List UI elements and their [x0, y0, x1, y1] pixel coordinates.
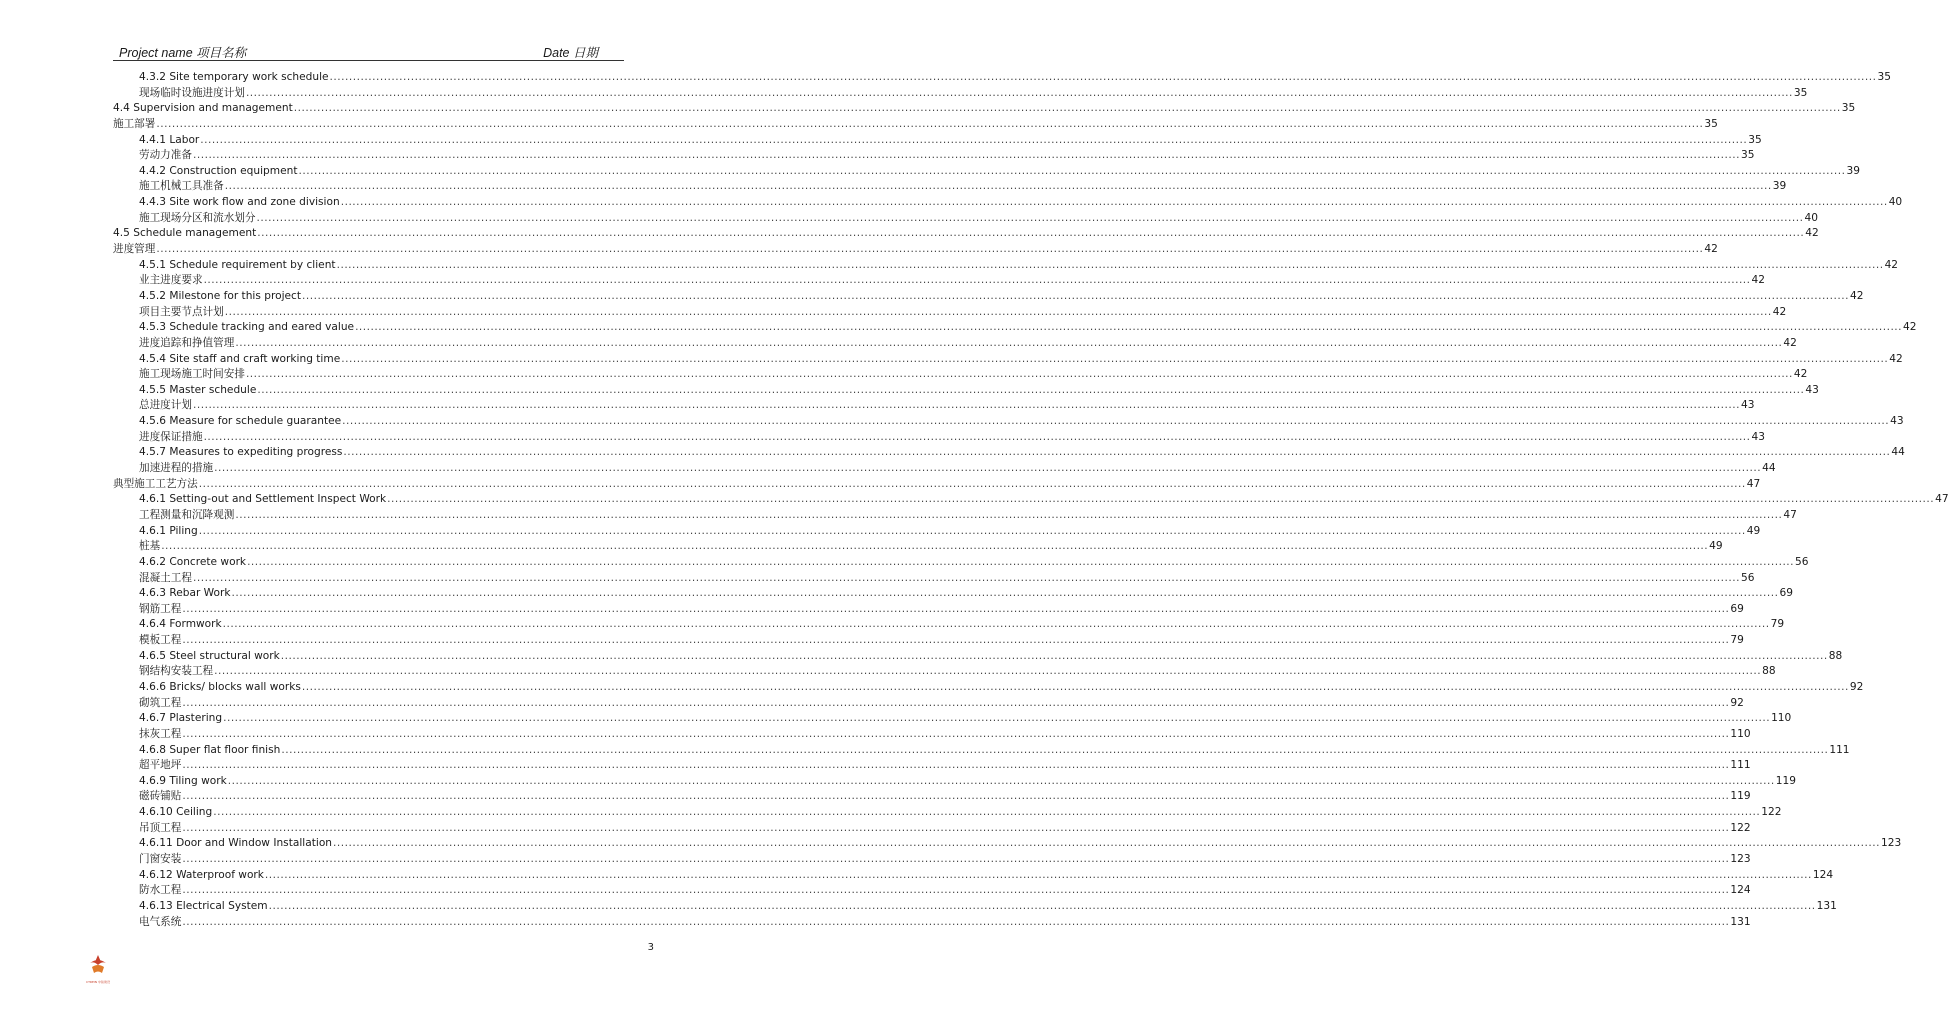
toc-entry-title: 4.6.12 Waterproof work	[139, 868, 264, 881]
toc-entry-title: 施工机械工具准备	[139, 180, 224, 193]
toc-entry-page: 42	[1903, 321, 1917, 334]
toc-entry-title: 劳动力准备	[139, 149, 192, 162]
toc-leader-dots: ................................................................................................................................................................................................................................................................................................................................................................................................................	[333, 837, 1880, 850]
toc-entry-title: 施工现场施工时间安排	[139, 368, 245, 381]
toc-entry[interactable]	[113, 336, 1797, 352]
toc-entry-title: 4.5.6 Measure for schedule guarantee	[139, 415, 342, 428]
toc-leader-dots: ................................................................................................................................................................................................................................................................................................................................................................................................................	[182, 853, 1730, 866]
toc-entry[interactable]	[113, 524, 1761, 540]
page-header	[113, 38, 624, 61]
toc-entry-title: 4.5 Schedule management	[113, 227, 257, 240]
toc-entry-page: 35	[1841, 102, 1856, 115]
toc-leader-dots: ................................................................................................................................................................................................................................................................................................................................................................................................................	[235, 508, 1783, 521]
toc-leader-dots: ................................................................................................................................................................................................................................................................................................................................................................................................................	[264, 868, 1812, 881]
toc-leader-dots: ................................................................................................................................................................................................................................................................................................................................................................................................................	[213, 806, 1761, 819]
toc-entry-page: 40	[1888, 196, 1903, 209]
toc-leader-dots: ................................................................................................................................................................................................................................................................................................................................................................................................................	[192, 571, 1740, 584]
toc-leader-dots: ................................................................................................................................................................................................................................................................................................................................................................................................................	[298, 164, 1846, 177]
toc-entry-page: 47	[1935, 493, 1949, 506]
toc-entry-page: 40	[1804, 211, 1818, 224]
toc-entry-page: 56	[1795, 555, 1809, 568]
toc-entry-page: 110	[1771, 712, 1792, 725]
toc-entry[interactable]	[113, 633, 1744, 649]
toc-leader-dots: ................................................................................................................................................................................................................................................................................................................................................................................................................	[182, 821, 1730, 834]
toc-entry-title: 总进度计划	[139, 399, 192, 412]
toc-entry[interactable]	[113, 868, 1834, 884]
toc-entry[interactable]	[113, 743, 1850, 759]
toc-entry[interactable]	[113, 414, 1904, 430]
toc-entry-page: 111	[1730, 759, 1751, 772]
toc-entry-page: 42	[1793, 368, 1808, 381]
toc-entry[interactable]	[113, 133, 1762, 149]
toc-entry[interactable]	[113, 852, 1751, 868]
toc-leader-dots: ................................................................................................................................................................................................................................................................................................................................................................................................................	[293, 102, 1841, 115]
toc-entry-page: 49	[1746, 524, 1761, 537]
toc-entry[interactable]	[113, 664, 1776, 680]
toc-entry-title: 桩基	[139, 540, 161, 553]
toc-entry[interactable]	[113, 101, 1856, 117]
toc-entry-page: 39	[1772, 180, 1787, 193]
toc-entry-page: 122	[1730, 821, 1751, 834]
toc-entry[interactable]	[113, 164, 1860, 180]
toc-entry[interactable]	[113, 477, 1761, 493]
toc-entry[interactable]	[113, 571, 1755, 587]
toc-entry[interactable]	[113, 758, 1751, 774]
toc-entry[interactable]	[113, 727, 1751, 743]
toc-entry-page: 43	[1890, 415, 1904, 428]
toc-entry-title: 电气系统	[139, 915, 182, 928]
toc-leader-dots: ................................................................................................................................................................................................................................................................................................................................................................................................................	[256, 211, 1804, 224]
toc-leader-dots: ................................................................................................................................................................................................................................................................................................................................................................................................................	[355, 321, 1903, 334]
toc-entry-title: 4.5.1 Schedule requirement by client	[139, 258, 336, 271]
toc-leader-dots: ................................................................................................................................................................................................................................................................................................................................................................................................................	[182, 634, 1730, 647]
toc-entry[interactable]	[113, 226, 1819, 242]
toc-entry-title: 钢结构安装工程	[139, 665, 214, 678]
toc-leader-dots: ................................................................................................................................................................................................................................................................................................................................................................................................................	[247, 555, 1795, 568]
toc-leader-dots: ................................................................................................................................................................................................................................................................................................................................................................................................................	[182, 696, 1730, 709]
toc-entry-page: 69	[1730, 602, 1744, 615]
toc-entry-title: 4.6.7 Plastering	[139, 712, 223, 725]
header-project-name: Project name 项目名称	[119, 46, 247, 60]
toc-leader-dots: ................................................................................................................................................................................................................................................................................................................................................................................................................	[245, 368, 1793, 381]
toc-leader-dots: ................................................................................................................................................................................................................................................................................................................................................................................................................	[182, 790, 1730, 803]
toc-entry-page: 43	[1751, 430, 1766, 443]
toc-entry-title: 4.4.1 Labor	[139, 133, 200, 146]
toc-leader-dots: ................................................................................................................................................................................................................................................................................................................................................................................................................	[182, 727, 1730, 740]
toc-leader-dots: ................................................................................................................................................................................................................................................................................................................................................................................................................	[231, 587, 1779, 600]
toc-entry[interactable]	[113, 398, 1755, 414]
toc-entry-title: 防水工程	[139, 884, 182, 897]
toc-entry[interactable]	[113, 117, 1718, 133]
toc-entry-page: 56	[1740, 571, 1755, 584]
toc-entry[interactable]	[113, 320, 1917, 336]
toc-leader-dots: ................................................................................................................................................................................................................................................................................................................................................................................................................	[235, 336, 1783, 349]
company-logo-icon	[86, 953, 110, 987]
toc-entry[interactable]	[113, 915, 1751, 931]
toc-entry-title: 抹灰工程	[139, 727, 182, 740]
toc-leader-dots: ................................................................................................................................................................................................................................................................................................................................................................................................................	[224, 180, 1772, 193]
toc-leader-dots: ................................................................................................................................................................................................................................................................................................................................................................................................................	[341, 352, 1889, 365]
toc-entry-page: 42	[1884, 258, 1899, 271]
toc-entry-page: 88	[1762, 665, 1776, 678]
toc-entry[interactable]	[113, 70, 1892, 86]
toc-entry[interactable]	[113, 383, 1819, 399]
toc-entry-title: 4.6.2 Concrete work	[139, 555, 247, 568]
toc-entry[interactable]	[113, 352, 1903, 368]
toc-entry[interactable]	[113, 649, 1843, 665]
toc-leader-dots: ................................................................................................................................................................................................................................................................................................................................................................................................................	[281, 743, 1829, 756]
toc-leader-dots: ................................................................................................................................................................................................................................................................................................................................................................................................................	[302, 289, 1850, 302]
toc-entry[interactable]	[113, 148, 1755, 164]
toc-leader-dots: ................................................................................................................................................................................................................................................................................................................................................................................................................	[280, 649, 1828, 662]
toc-leader-dots: ................................................................................................................................................................................................................................................................................................................................................................................................................	[214, 665, 1762, 678]
toc-entry-title: 4.5.2 Milestone for this project	[139, 289, 302, 302]
toc-entry-page: 92	[1849, 680, 1864, 693]
toc-entry[interactable]	[113, 289, 1864, 305]
toc-entry-page: 42	[1805, 227, 1819, 240]
toc-entry[interactable]	[113, 836, 1902, 852]
toc-entry-page: 79	[1770, 618, 1785, 631]
toc-entry-page: 42	[1850, 289, 1864, 302]
toc-entry-title: 4.6.13 Electrical System	[139, 899, 268, 912]
toc-entry-title: 4.5.4 Site staff and craft working time	[139, 352, 341, 365]
toc-leader-dots: ................................................................................................................................................................................................................................................................................................................................................................................................................	[257, 227, 1805, 240]
toc-entry-title: 现场临时设施进度计划	[139, 86, 245, 99]
toc-leader-dots: ................................................................................................................................................................................................................................................................................................................................................................................................................	[301, 680, 1849, 693]
toc-entry-title: 业主进度要求	[139, 274, 203, 287]
toc-entry-page: 44	[1762, 462, 1776, 475]
toc-entry-page: 92	[1730, 696, 1744, 709]
toc-entry[interactable]	[113, 539, 1723, 555]
toc-entry[interactable]	[113, 711, 1792, 727]
toc-entry-title: 4.6.10 Ceiling	[139, 806, 213, 819]
toc-entry-page: 119	[1730, 790, 1751, 803]
toc-entry-title: 加速进程的措施	[139, 462, 214, 475]
toc-entry-title: 4.5.3 Schedule tracking and eared value	[139, 321, 355, 334]
toc-entry-page: 42	[1772, 305, 1787, 318]
toc-entry-page: 35	[1748, 133, 1762, 146]
toc-leader-dots: ................................................................................................................................................................................................................................................................................................................................................................................................................	[161, 540, 1709, 553]
toc-entry-page: 42	[1783, 336, 1797, 349]
toc-entry-page: 47	[1783, 508, 1797, 521]
toc-entry-title: 4.6.1 Piling	[139, 524, 198, 537]
toc-leader-dots: ................................................................................................................................................................................................................................................................................................................................................................................................................	[222, 618, 1770, 631]
toc-entry-title: 门窗安装	[139, 853, 182, 866]
toc-entry[interactable]	[113, 821, 1751, 837]
toc-entry-page: 88	[1828, 649, 1843, 662]
toc-entry[interactable]	[113, 445, 1905, 461]
toc-entry-page: 43	[1740, 399, 1755, 412]
toc-leader-dots: ................................................................................................................................................................................................................................................................................................................................................................................................................	[192, 399, 1740, 412]
toc-entry-title: 4.5.7 Measures to expediting progress	[139, 446, 343, 459]
toc-leader-dots: ................................................................................................................................................................................................................................................................................................................................................................................................................	[182, 884, 1730, 897]
toc-entry-title: 施工现场分区和流水划分	[139, 211, 256, 224]
toc-leader-dots: ................................................................................................................................................................................................................................................................................................................................................................................................................	[182, 602, 1730, 615]
toc-entry[interactable]	[113, 508, 1797, 524]
toc-entry-title: 钢筋工程	[139, 602, 182, 615]
toc-entry[interactable]	[113, 258, 1899, 274]
toc-entry-title: 4.3.2 Site temporary work schedule	[139, 71, 329, 83]
toc-entry-page: 111	[1829, 743, 1850, 756]
toc-entry[interactable]	[113, 211, 1818, 227]
toc-leader-dots: ................................................................................................................................................................................................................................................................................................................................................................................................................	[268, 899, 1816, 912]
toc-entry-page: 124	[1812, 868, 1834, 881]
toc-entry[interactable]	[113, 586, 1793, 602]
toc-entry[interactable]	[113, 774, 1796, 790]
toc-leader-dots: ................................................................................................................................................................................................................................................................................................................................................................................................................	[257, 383, 1805, 396]
toc-leader-dots: ................................................................................................................................................................................................................................................................................................................................................................................................................	[182, 915, 1730, 928]
toc-leader-dots: ................................................................................................................................................................................................................................................................................................................................................................................................................	[203, 274, 1751, 287]
toc-leader-dots: ................................................................................................................................................................................................................................................................................................................................................................................................................	[156, 243, 1704, 256]
page-number: 3	[647, 942, 654, 953]
toc-entry-title: 工程测量和沉降观测	[139, 508, 235, 521]
toc-entry-title: 吊顶工程	[139, 821, 182, 834]
toc-entry[interactable]	[113, 805, 1782, 821]
toc-entry-title: 4.6.1 Setting-out and Settlement Inspect Work	[139, 493, 387, 506]
toc-entry-title: 4.6.3 Rebar Work	[139, 587, 231, 600]
toc-entry-title: 混凝土工程	[139, 571, 192, 584]
toc-entry-title: 4.5.5 Master schedule	[139, 383, 257, 396]
toc-leader-dots: ................................................................................................................................................................................................................................................................................................................................................................................................................	[343, 446, 1891, 459]
toc-entry-title: 磁砖铺贴	[139, 790, 182, 803]
toc-entry[interactable]	[113, 430, 1766, 446]
toc-leader-dots: ................................................................................................................................................................................................................................................................................................................................................................................................................	[203, 430, 1751, 443]
header-date: Date 日期	[543, 46, 598, 60]
table-of-contents	[113, 70, 1949, 930]
toc-entry[interactable]	[113, 179, 1787, 195]
company-logo-text: CTREIN 中铁建设	[86, 980, 110, 984]
toc-leader-dots: ................................................................................................................................................................................................................................................................................................................................................................................................................	[192, 149, 1740, 162]
toc-entry-page: 110	[1730, 727, 1751, 740]
toc-leader-dots: ................................................................................................................................................................................................................................................................................................................................................................................................................	[224, 305, 1772, 318]
toc-entry-title: 施工部署	[113, 117, 156, 130]
toc-entry[interactable]	[113, 242, 1718, 258]
toc-entry[interactable]	[113, 273, 1766, 289]
toc-entry-page: 124	[1730, 884, 1751, 897]
toc-entry-page: 47	[1746, 477, 1761, 490]
toc-entry[interactable]	[113, 680, 1864, 696]
toc-entry[interactable]	[113, 305, 1787, 321]
toc-entry[interactable]	[113, 367, 1808, 383]
toc-leader-dots: ................................................................................................................................................................................................................................................................................................................................................................................................................	[214, 462, 1762, 475]
toc-entry-page: 35	[1877, 71, 1892, 83]
toc-leader-dots: ................................................................................................................................................................................................................................................................................................................................................................................................................	[340, 196, 1888, 209]
toc-entry-page: 131	[1730, 915, 1751, 928]
toc-entry-title: 4.6.4 Formwork	[139, 618, 222, 631]
toc-leader-dots: ................................................................................................................................................................................................................................................................................................................................................................................................................	[245, 86, 1793, 99]
toc-entry[interactable]	[113, 899, 1837, 915]
toc-entry-title: 4.4 Supervision and management	[113, 102, 293, 115]
toc-leader-dots: ................................................................................................................................................................................................................................................................................................................................................................................................................	[329, 71, 1877, 83]
toc-entry[interactable]	[113, 492, 1949, 508]
toc-entry-page: 131	[1816, 899, 1837, 912]
toc-entry-title: 4.6.6 Bricks/ blocks wall works	[139, 680, 301, 693]
toc-leader-dots: ................................................................................................................................................................................................................................................................................................................................................................................................................	[156, 117, 1704, 130]
toc-entry-page: 42	[1751, 274, 1766, 287]
toc-entry-page: 122	[1761, 806, 1782, 819]
toc-entry-title: 超平地坪	[139, 759, 182, 772]
toc-entry-title: 项目主要节点计划	[139, 305, 224, 318]
toc-leader-dots: ................................................................................................................................................................................................................................................................................................................................................................................................................	[200, 133, 1748, 146]
toc-entry-title: 进度保证措施	[139, 430, 203, 443]
toc-entry[interactable]	[113, 696, 1744, 712]
toc-entry-page: 79	[1730, 634, 1744, 647]
toc-leader-dots: ................................................................................................................................................................................................................................................................................................................................................................................................................	[182, 759, 1730, 772]
toc-entry-title: 4.6.5 Steel structural work	[139, 649, 280, 662]
toc-entry-title: 进度管理	[113, 243, 156, 256]
toc-entry[interactable]	[113, 195, 1903, 211]
toc-entry-page: 35	[1793, 86, 1808, 99]
toc-entry-page: 123	[1881, 837, 1902, 850]
toc-entry-page: 69	[1779, 587, 1793, 600]
toc-leader-dots: ................................................................................................................................................................................................................................................................................................................................................................................................................	[198, 477, 1746, 490]
toc-entry-page: 123	[1730, 853, 1751, 866]
toc-entry[interactable]	[113, 461, 1776, 477]
toc-entry-title: 4.6.8 Super flat floor finish	[139, 743, 281, 756]
toc-entry-title: 典型施工工艺方法	[113, 477, 198, 490]
toc-entry[interactable]	[113, 555, 1809, 571]
toc-leader-dots: ................................................................................................................................................................................................................................................................................................................................................................................................................	[387, 493, 1935, 506]
toc-entry-page: 35	[1704, 117, 1718, 130]
toc-entry-page: 44	[1891, 446, 1905, 459]
toc-entry-page: 43	[1805, 383, 1819, 396]
toc-entry-page: 42	[1704, 243, 1718, 256]
toc-entry-page: 119	[1775, 774, 1796, 787]
toc-leader-dots: ................................................................................................................................................................................................................................................................................................................................................................................................................	[198, 524, 1746, 537]
toc-leader-dots: ................................................................................................................................................................................................................................................................................................................................................................................................................	[342, 415, 1890, 428]
toc-entry[interactable]	[113, 883, 1751, 899]
toc-leader-dots: ................................................................................................................................................................................................................................................................................................................................................................................................................	[223, 712, 1771, 725]
toc-entry[interactable]	[113, 86, 1808, 102]
toc-entry[interactable]	[113, 789, 1751, 805]
toc-entry-title: 4.4.3 Site work flow and zone division	[139, 196, 340, 209]
toc-entry-page: 49	[1709, 540, 1723, 553]
toc-entry-title: 进度追踪和挣值管理	[139, 336, 235, 349]
toc-entry[interactable]	[113, 617, 1785, 633]
toc-entry-title: 砌筑工程	[139, 696, 182, 709]
toc-entry-page: 39	[1846, 164, 1860, 177]
toc-entry-title: 4.4.2 Construction equipment	[139, 164, 298, 177]
toc-entry[interactable]	[113, 602, 1744, 618]
toc-entry-page: 35	[1740, 149, 1755, 162]
toc-leader-dots: ................................................................................................................................................................................................................................................................................................................................................................................................................	[227, 774, 1775, 787]
toc-leader-dots: ................................................................................................................................................................................................................................................................................................................................................................................................................	[336, 258, 1884, 271]
toc-entry-title: 4.6.9 Tiling work	[139, 774, 227, 787]
toc-entry-page: 42	[1889, 352, 1903, 365]
toc-entry-title: 4.6.11 Door and Window Installation	[139, 837, 333, 850]
toc-entry-title: 模板工程	[139, 634, 182, 647]
